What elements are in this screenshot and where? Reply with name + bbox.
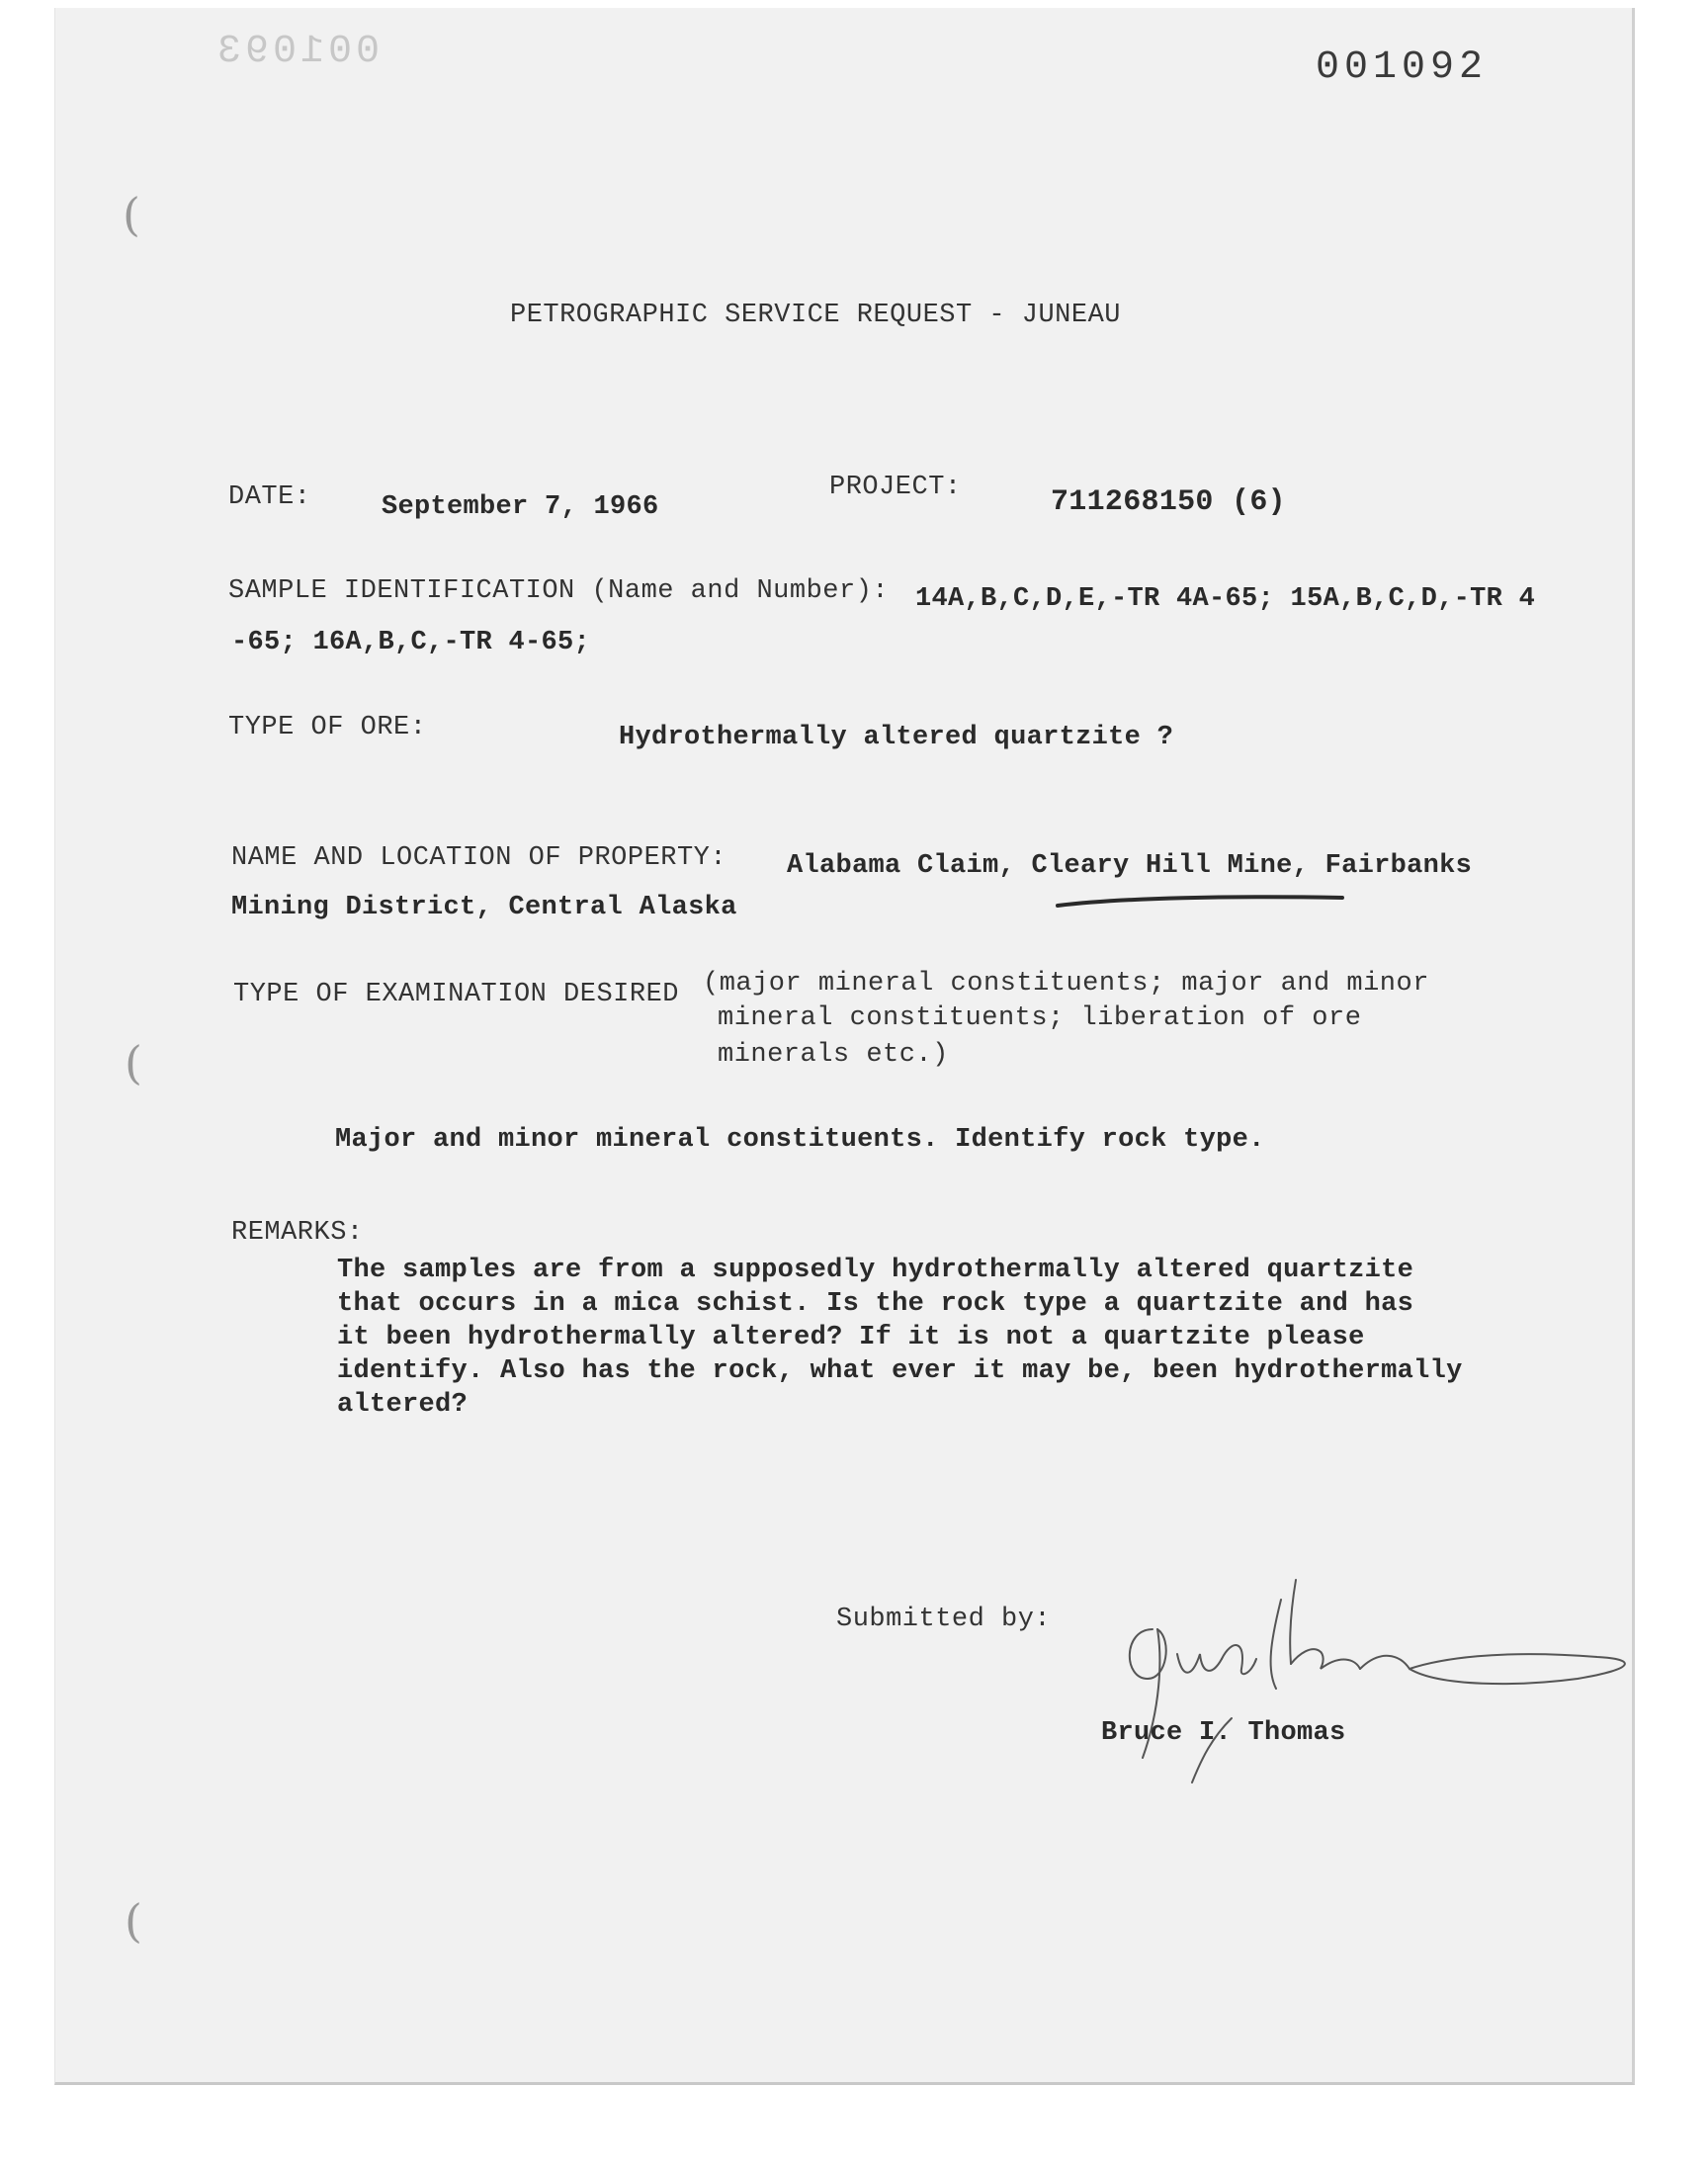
document-page bbox=[54, 8, 1635, 2085]
binding-hole-mark: ( bbox=[123, 188, 140, 241]
ore-label: TYPE OF ORE: bbox=[228, 713, 427, 742]
exam-hint-line1: (major mineral constituents; major and minor bbox=[703, 969, 1429, 999]
exam-label: TYPE OF EXAMINATION DESIRED bbox=[233, 980, 679, 1009]
remarks-line-1: The samples are from a supposedly hydrothermally altered quartzite bbox=[337, 1256, 1414, 1285]
property-label: NAME AND LOCATION OF PROPERTY: bbox=[231, 843, 727, 873]
remarks-line-4: identify. Also has the rock, what ever it may be, been hydrothermally bbox=[337, 1356, 1463, 1386]
handwritten-signature bbox=[1083, 1570, 1676, 1797]
project-value: 711268150 (6) bbox=[1051, 485, 1286, 519]
exam-hint-line3: minerals etc.) bbox=[718, 1040, 949, 1070]
ore-value: Hydrothermally altered quartzite ? bbox=[619, 723, 1174, 752]
signer-name: Bruce I. Thomas bbox=[1101, 1718, 1346, 1748]
property-value-line2: Mining District, Central Alaska bbox=[231, 893, 737, 922]
remarks-line-3: it been hydrothermally altered? If it is not a quartzite please bbox=[337, 1323, 1365, 1352]
sample-label: SAMPLE IDENTIFICATION (Name and Number): bbox=[228, 576, 890, 606]
remarks-label: REMARKS: bbox=[231, 1218, 364, 1248]
submitted-label: Submitted by: bbox=[836, 1605, 1052, 1634]
remarks-line-2: that occurs in a mica schist. Is the rock type a quartzite and has bbox=[337, 1289, 1414, 1319]
bleed-through-number: 001093 bbox=[214, 30, 381, 74]
page-title: PETROGRAPHIC SERVICE REQUEST - JUNEAU bbox=[510, 301, 1121, 330]
sample-value-line1: 14A,B,C,D,E,-TR 4A-65; 15A,B,C,D,-TR 4 bbox=[915, 584, 1536, 614]
date-label: DATE: bbox=[228, 482, 311, 512]
remarks-line-5: altered? bbox=[337, 1390, 469, 1420]
binding-hole-mark: ( bbox=[125, 1036, 142, 1089]
document-number: 001092 bbox=[1316, 45, 1489, 90]
exam-hint-line2: mineral constituents; liberation of ore bbox=[718, 1003, 1362, 1033]
project-label: PROJECT: bbox=[829, 473, 962, 502]
date-value: September 7, 1966 bbox=[382, 492, 659, 522]
sample-value-line2: -65; 16A,B,C,-TR 4-65; bbox=[231, 628, 591, 657]
exam-value: Major and minor mineral constituents. Identify rock type. bbox=[335, 1125, 1265, 1155]
binding-hole-mark: ( bbox=[125, 1894, 142, 1948]
property-value-line1: Alabama Claim, Cleary Hill Mine, Fairbanks bbox=[787, 851, 1473, 881]
handwritten-underline bbox=[1054, 888, 1350, 914]
